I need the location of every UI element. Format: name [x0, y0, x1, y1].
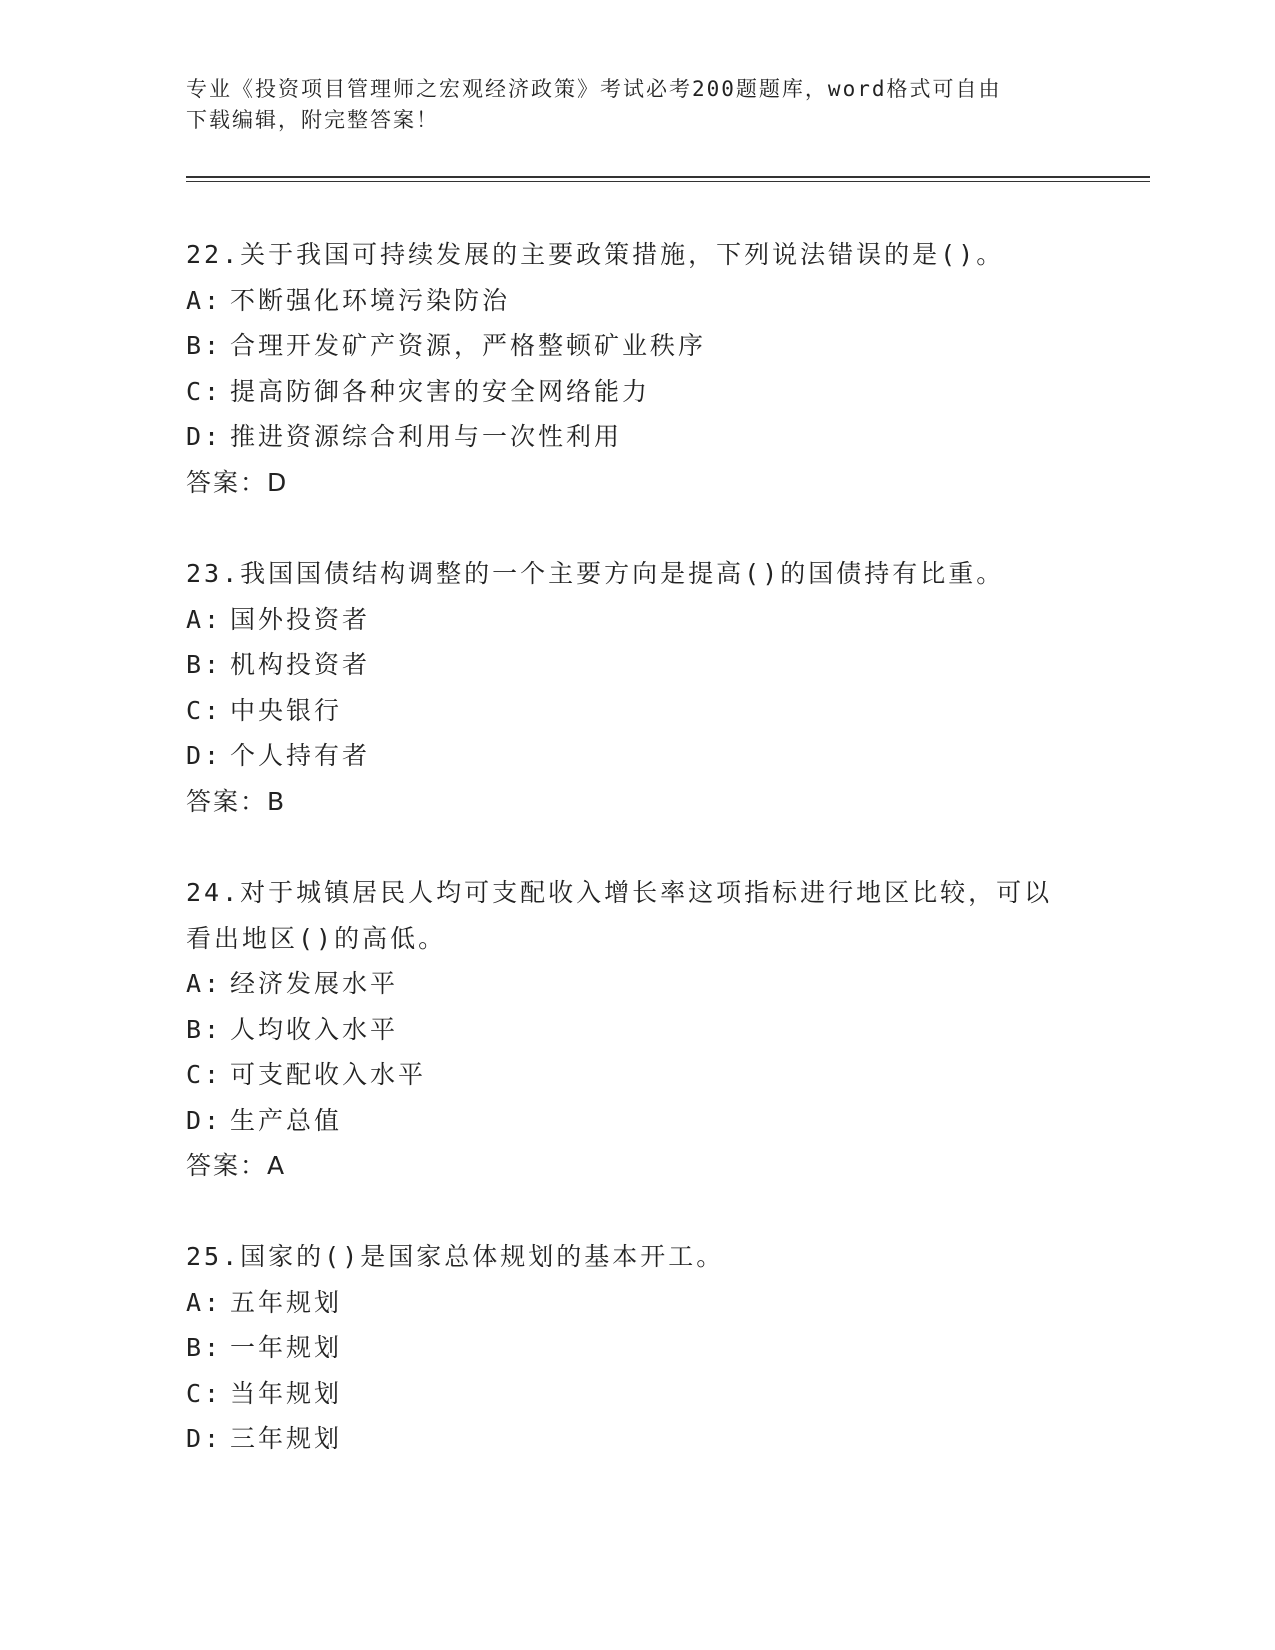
option-a — [186, 1280, 1086, 1326]
answer-line: 答案：A — [186, 1151, 287, 1180]
document-header — [186, 74, 1066, 136]
option-c — [186, 1052, 1086, 1098]
option-letter: A: — [186, 604, 223, 634]
question-stem — [186, 551, 1066, 597]
option-text: 提高防御各种灾害的安全网络能力 — [230, 376, 651, 406]
option-text: 推进资源综合利用与一次性利用 — [230, 422, 623, 451]
option-letter: D: — [186, 422, 223, 451]
question-number: 22. — [186, 240, 241, 269]
option-letter: D: — [186, 741, 223, 770]
option-text: 经济发展水平 — [230, 969, 399, 998]
header-divider-thick — [186, 176, 1150, 178]
question-text: 国家的()是国家总体规划的基本开工。 — [240, 1242, 725, 1271]
option-text: 中央银行 — [230, 695, 343, 725]
option-text: 个人持有者 — [230, 741, 371, 770]
answer-line: 答案：B — [186, 786, 287, 816]
option-letter: A: — [186, 969, 223, 998]
question-number: 23. — [186, 559, 241, 588]
option-text: 人均收入水平 — [230, 1014, 399, 1044]
option-c — [186, 1371, 1086, 1417]
option-text: 不断强化环境污染防治 — [230, 285, 511, 315]
question-number: 25. — [186, 1242, 241, 1271]
option-a — [186, 597, 1086, 643]
option-b — [186, 323, 1086, 369]
question-text: 我国国债结构调整的一个主要方向是提高()的国债持有比重。 — [240, 559, 1005, 588]
question-25 — [186, 1234, 1086, 1462]
option-letter: D: — [186, 1105, 223, 1135]
option-d — [186, 1098, 1086, 1144]
option-text: 可支配收入水平 — [230, 1060, 427, 1089]
option-b — [186, 1325, 1086, 1371]
question-stem — [186, 232, 1066, 278]
option-a — [186, 278, 1086, 324]
option-letter: B: — [186, 331, 223, 360]
option-text: 机构投资者 — [230, 650, 371, 679]
option-text: 一年规划 — [230, 1333, 343, 1362]
option-letter: C: — [186, 1060, 223, 1089]
option-letter: B: — [186, 1014, 223, 1044]
option-b — [186, 642, 1086, 688]
header-divider-thin — [186, 181, 1150, 182]
option-text: 合理开发矿产资源，严格整顿矿业秩序 — [230, 331, 707, 360]
option-letter: B: — [186, 1333, 223, 1362]
question-text: 对于城镇居民人均可支配收入增长率这项指标进行地区比较，可以看出地区()的高低。 — [186, 878, 1053, 953]
header-line-2: 下载编辑，附完整答案！ — [186, 108, 439, 132]
question-stem — [186, 870, 1066, 961]
option-c — [186, 688, 1086, 734]
option-letter: A: — [186, 285, 223, 315]
option-text: 当年规划 — [230, 1378, 343, 1408]
header-line-1: 专业《投资项目管理师之宏观经济政策》考试必考200题题库，word格式可自由 — [186, 77, 1002, 101]
option-a — [186, 961, 1086, 1007]
option-letter: A: — [186, 1287, 223, 1317]
answer-line: 答案：D — [186, 467, 289, 497]
option-d — [186, 414, 1086, 460]
option-letter: B: — [186, 650, 223, 679]
option-c — [186, 369, 1086, 415]
option-letter: C: — [186, 695, 223, 725]
option-text: 生产总值 — [230, 1105, 343, 1135]
question-number: 24. — [186, 878, 241, 907]
question-23 — [186, 551, 1086, 824]
question-text: 关于我国可持续发展的主要政策措施，下列说法错误的是()。 — [240, 240, 1005, 269]
option-text: 三年规划 — [230, 1424, 343, 1453]
option-text: 五年规划 — [230, 1287, 343, 1317]
question-stem — [186, 1234, 1066, 1280]
option-b — [186, 1007, 1086, 1053]
option-d — [186, 733, 1086, 779]
question-22 — [186, 232, 1086, 505]
option-text: 国外投资者 — [230, 604, 371, 634]
question-24 — [186, 870, 1086, 1189]
option-letter: C: — [186, 376, 223, 406]
option-d — [186, 1416, 1086, 1462]
option-letter: C: — [186, 1378, 223, 1408]
option-letter: D: — [186, 1424, 223, 1453]
